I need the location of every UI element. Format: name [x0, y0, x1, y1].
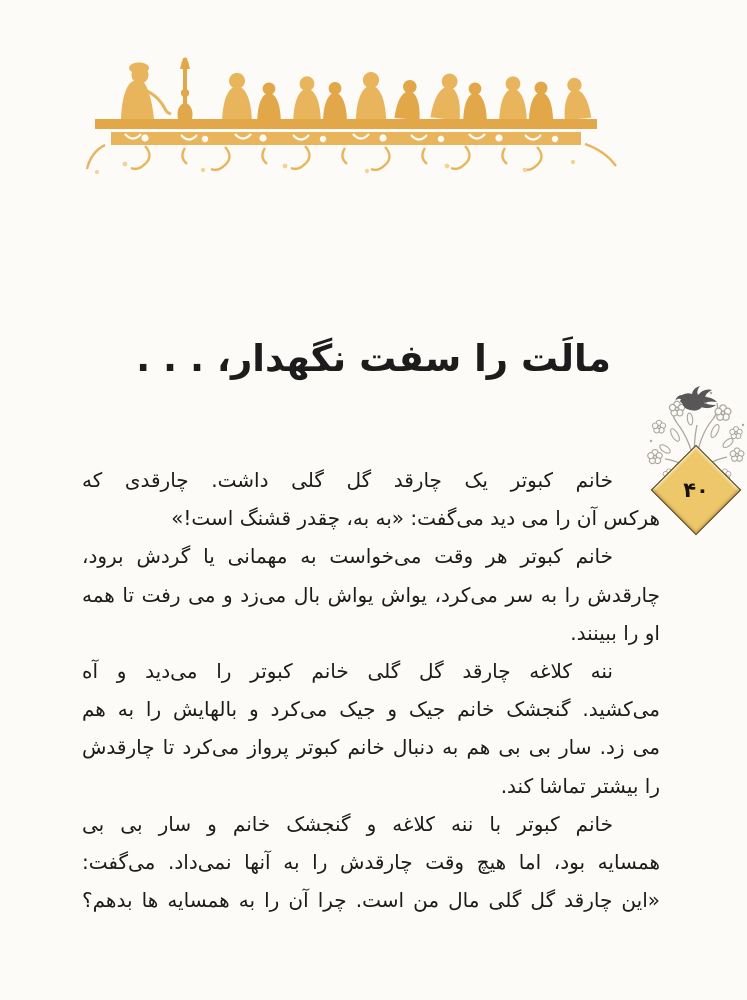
seated-figures: [222, 72, 591, 121]
text-line: همسایه بود، اما هیچ وقت چارقدش را به آنها نمی‌داد. می‌گفت:: [82, 849, 660, 874]
scrollwork-dots: [95, 160, 575, 174]
text-line: می زد. سار بی بی هم به دنبال خانم کبوتر پرواز می‌کرد تا چارقدش: [82, 735, 660, 760]
paragraph: [82, 537, 660, 652]
hookah-man-silhouette: [121, 63, 171, 120]
scrollwork-border: [87, 144, 616, 170]
story-text: [82, 461, 660, 919]
bench-platform: [95, 119, 597, 145]
text-line: ننه کلاغه چارقد گل گلی خانم کبوتر را می‌دید و آه: [82, 658, 613, 683]
hookah-icon: [178, 58, 193, 120]
paragraph: [82, 461, 660, 537]
story-title: مالَت را سفت نگهدار، . . .: [136, 337, 611, 380]
text-line: چارقدش را به سر می‌کرد، یواش یواش بال می‌زد و می رفت تا همه: [82, 582, 660, 607]
text-line: او را ببینند.: [570, 620, 660, 645]
paragraph: [82, 805, 660, 920]
bird-icon: [675, 385, 719, 416]
text-line: خانم کبوتر با ننه کلاغه و گنجشک خانم و سار بی بی: [82, 811, 613, 836]
page-number: ۴۰: [683, 478, 709, 502]
text-line: هرکس آن را می دید می‌گفت: «به به، چقدر قشنگ است!»: [171, 506, 660, 531]
text-line: را بیشتر تماشا کند.: [500, 773, 660, 798]
text-line: «این چارقد گل گلی مال من است. چرا آن را به همسایه ها بدهم؟: [82, 888, 660, 913]
text-line: خانم کبوتر یک چارقد گل گلی داشت. چارقدی که: [82, 468, 613, 492]
text-line: می‌کشید. گنجشک خانم جیک و جیک می‌کرد و بالهایش را به هم: [82, 697, 660, 722]
paragraph: [82, 652, 660, 805]
teahouse-silhouette-illustration: [85, 54, 617, 179]
text-line: خانم کبوتر هر وقت می‌خواست به مهمانی یا گردش برود،: [82, 544, 613, 569]
